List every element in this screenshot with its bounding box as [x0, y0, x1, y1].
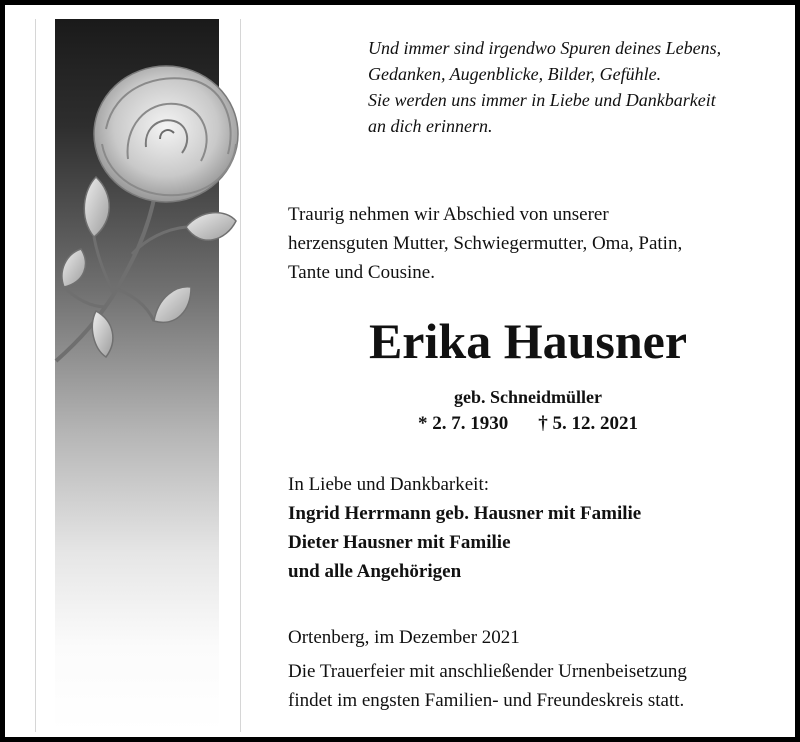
intro-line: herzensguten Mutter, Schwiegermutter, Oma, Patin, [288, 233, 683, 254]
death-date: † 5. 12. 2021 [538, 413, 638, 434]
service-info [288, 657, 778, 715]
maiden-name: geb. Schneidmüller [453, 387, 602, 407]
mourner-name: Dieter Hausner mit Familie [288, 532, 511, 553]
rose-icon [36, 49, 242, 379]
deceased-name: Erika Hausner [368, 313, 688, 369]
life-dates [288, 410, 768, 438]
service-line: findet im engsten Familien- und Freundeskreis statt. [288, 690, 685, 711]
poem-line: Und immer sind irgendwo Spuren deines Lebens, [368, 38, 722, 58]
intro-text [288, 200, 778, 287]
poem-line: Sie werden uns immer in Liebe und Dankbarkeit [368, 90, 716, 110]
poem-line: an dich erinnern. [368, 116, 493, 136]
service-line: Die Trauerfeier mit anschließender Urnenbeisetzung [288, 661, 687, 682]
poem-line: Gedanken, Augenblicke, Bilder, Gefühle. [368, 64, 662, 84]
birth-date: * 2. 7. 1930 [418, 413, 509, 434]
poem [368, 35, 788, 139]
decorative-band [35, 19, 241, 732]
mourners [288, 470, 778, 586]
mourner-name: Ingrid Herrmann geb. Hausner mit Familie [288, 503, 642, 524]
intro-line: Tante und Cousine. [288, 262, 435, 283]
intro-line: Traurig nehmen wir Abschied von unserer [288, 204, 609, 225]
place-date: Ortenberg, im Dezember 2021 [288, 627, 520, 648]
mourner-name: und alle Angehörigen [288, 561, 462, 582]
mourners-heading: In Liebe und Dankbarkeit: [288, 474, 490, 495]
